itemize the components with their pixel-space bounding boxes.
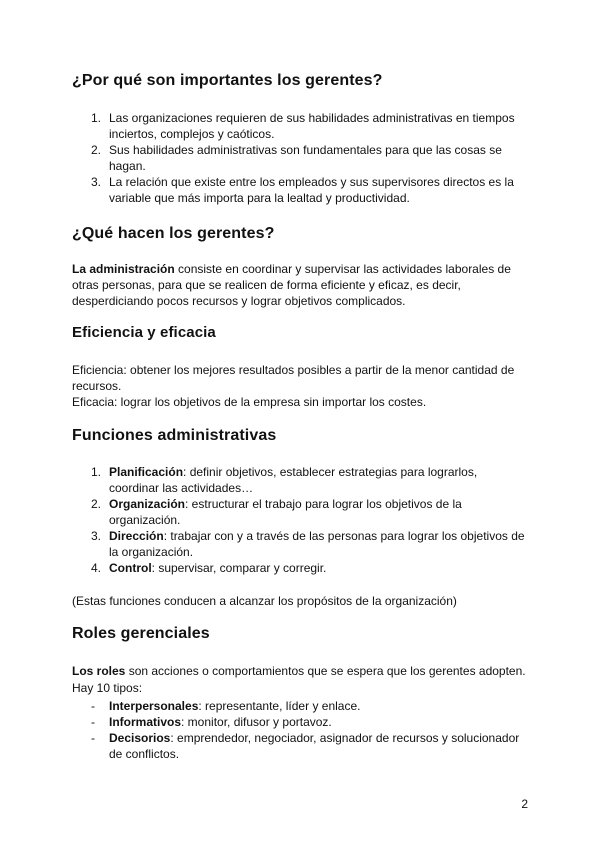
heading-what-managers-do: ¿Qué hacen los gerentes?	[72, 225, 275, 242]
functions-list-block	[72, 464, 528, 576]
heading-efficiency: Eficiencia y eficacia	[72, 324, 216, 341]
roles-paragraph: Los roles son acciones o comportamientos que se espera que los gerentes adopten. Hay 10 tipos:	[72, 664, 526, 695]
list-item: 2. Sus habilidades administrativas son fundamentales para que las cosas se hagan.	[91, 143, 502, 173]
list-item: - Decisorios: emprendedor, negociador, asignador de recursos y solucionador de conflictos.	[91, 731, 520, 761]
term-roles: Los roles	[72, 664, 126, 678]
list-item: - Interpersonales: representante, líder y enlace.	[91, 699, 361, 713]
roles-list	[72, 698, 528, 762]
list-item: 1. Planificación: definir objetivos, establecer estrategias para lograrlos, coordinar las actividades…	[91, 465, 478, 495]
heading-admin-functions: Funciones administrativas	[72, 427, 277, 444]
term-administration: La administración	[72, 262, 175, 276]
functions-note: (Estas funciones conducen a alcanzar los propósitos de la organización)	[72, 594, 457, 608]
heading-managerial-roles: Roles gerenciales	[72, 625, 210, 642]
functions-list	[72, 464, 528, 576]
list-item: 3. La relación que existe entre los empleados y sus supervisores directos es la variable que más importa para la lealtad y productividad.	[91, 175, 514, 205]
efficacy-line: Eficacia: lograr los objetivos de la empresa sin importar los costes.	[72, 395, 427, 409]
list-item: 1. Las organizaciones requieren de sus habilidades administrativas en tiempos inciertos, complejos y caóticos.	[91, 111, 515, 141]
importance-list-block	[72, 110, 528, 206]
list-item: 2. Organización: estructurar el trabajo para lograr los objetivos de la organización.	[91, 497, 462, 527]
roles-list-block	[72, 698, 528, 762]
efficiency-paragraph	[72, 362, 528, 410]
importance-list	[72, 110, 528, 206]
efficiency-line: Eficiencia: obtener los mejores resultados posibles a partir de la menor cantidad de recursos.	[72, 363, 515, 393]
administration-paragraph: La administración consiste en coordinar y supervisar las actividades laborales de otras personas, para que se realicen de forma eficiente y eficaz, es decir, desperdiciando pocos recursos y lograr objetivos complicados.	[72, 262, 511, 308]
list-item: - Informativos: monitor, difusor y portavoz.	[91, 715, 332, 729]
page-number: 2	[521, 797, 528, 811]
heading-importance: ¿Por qué son importantes los gerentes?	[72, 72, 383, 89]
list-item: 4. Control: supervisar, comparar y corregir.	[91, 561, 327, 575]
list-item: 3. Dirección: trabajar con y a través de las personas para lograr los objetivos de la organización.	[91, 529, 525, 559]
